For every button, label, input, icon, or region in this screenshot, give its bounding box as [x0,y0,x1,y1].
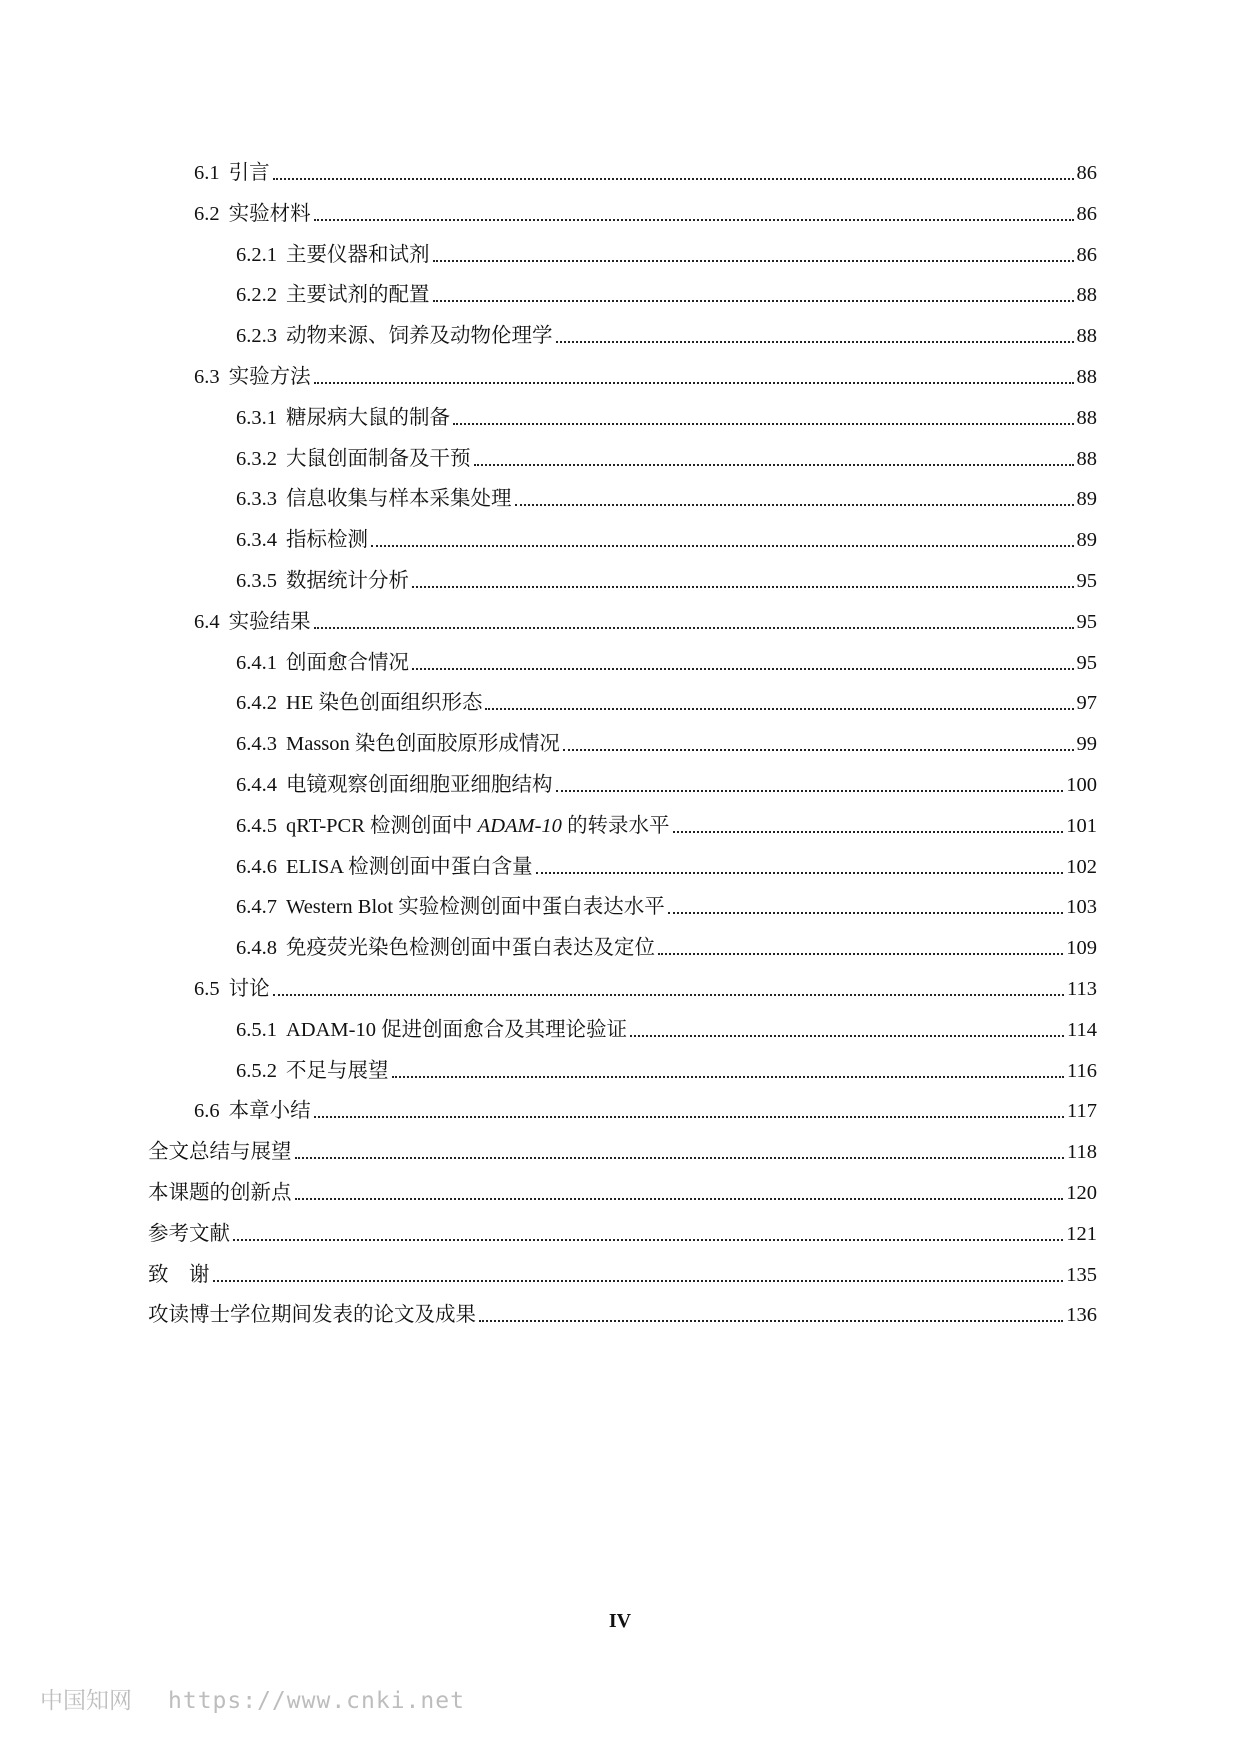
toc-entry-page: 118 [1067,1141,1097,1164]
toc-entry-page: 89 [1076,488,1097,511]
toc-entry-page: 95 [1076,651,1097,674]
toc-entry-label [236,1017,627,1043]
toc-entry-number: 6.5.1 [236,1018,277,1041]
toc-entry-page: 102 [1066,855,1097,878]
toc-dot-leader [485,707,1073,710]
toc-entry-page: 135 [1066,1263,1097,1286]
toc-entry-title: 动物来源、饲养及动物伦理学 [286,325,553,348]
toc-entry-title: 主要仪器和试剂 [286,243,430,266]
toc-entry-title: 引言 [228,162,270,184]
toc-entry-label [236,935,655,961]
toc-entry-number: 6.4.1 [236,651,277,674]
toc-entry-title: 大鼠创面制备及干预 [286,447,471,470]
toc-entry-label [236,446,471,472]
toc-entry[interactable] [236,268,1097,308]
toc-entry-number: 6.3.2 [236,447,277,470]
toc-entry[interactable] [236,1044,1097,1084]
toc-entry[interactable] [148,1288,1097,1328]
toc-entry[interactable] [236,717,1097,757]
toc-entry-label [194,609,311,635]
toc-entry-title: ADAM-10 促进创面愈合及其理论验证 [286,1018,628,1041]
toc-entry-page: 86 [1076,202,1097,225]
toc-entry[interactable] [236,921,1097,961]
toc-dot-leader [213,1279,1064,1282]
toc-entry-title-part: 的转录水平 [561,814,670,837]
toc-dot-leader [295,1197,1064,1200]
toc-entry-page: 88 [1076,447,1097,470]
toc-entry-title: 参考文献 [148,1222,230,1245]
toc-entry[interactable] [236,391,1097,431]
toc-entry-title: 指标检测 [286,529,368,552]
toc-entry-page: 103 [1066,896,1097,919]
toc-entry-page: 99 [1076,733,1097,756]
toc-entry[interactable] [194,146,1097,186]
toc-dot-leader [314,381,1074,384]
toc-entry-label [236,813,670,839]
toc-entry-label [236,527,368,553]
toc-entry[interactable] [148,1125,1097,1165]
toc-entry-number: 6.3.5 [236,570,277,592]
toc-entry[interactable] [236,1003,1097,1043]
toc-entry-number: 6.3.4 [236,529,277,552]
toc-dot-leader [474,463,1074,466]
toc-entry-title: ELISA 检测创面中蛋白含量 [286,855,533,878]
toc-entry-label [236,282,430,308]
toc-dot-leader [630,1034,1064,1037]
toc-entry-page: 97 [1076,692,1097,715]
toc-entry-number: 6.3.3 [236,488,277,511]
toc-dot-leader [314,218,1074,221]
toc-dot-leader [371,544,1074,547]
toc-dot-leader [668,911,1064,914]
toc-entry-title: 实验方法 [228,366,311,388]
toc-entry-number: 6.4 [194,610,220,633]
toc-dot-leader [556,340,1074,343]
toc-entry-label [236,242,430,268]
toc-entry-number: 6.5 [194,978,220,1000]
toc-entry-title: HE 染色创面组织形态 [286,692,483,715]
toc-entry[interactable] [236,554,1097,594]
toc-entry-title: 本课题的创新点 [148,1182,292,1204]
toc-entry-number: 6.4.5 [236,814,277,837]
toc-dot-leader [433,259,1074,262]
toc-entry[interactable] [236,758,1097,798]
toc-entry-label [236,568,409,594]
page-number: IV [608,1610,632,1632]
toc-entry-label [236,405,450,431]
toc-entry[interactable] [236,799,1097,839]
toc-entry-number: 6.2.3 [236,325,277,348]
toc-entry[interactable] [236,432,1097,472]
toc-dot-leader [273,993,1064,996]
toc-dot-leader [673,830,1064,833]
toc-entry-page: 101 [1066,814,1097,837]
toc-entry-label [194,201,311,227]
toc-entry-label [148,1221,230,1247]
toc-entry-title [286,815,670,837]
toc-entry-page: 95 [1076,610,1097,633]
toc-entry-page: 100 [1066,774,1097,796]
toc-entry-page: 113 [1067,978,1097,1000]
toc-dot-leader [412,667,1074,670]
toc-entry-page: 88 [1076,366,1097,388]
toc-entry[interactable] [148,1207,1097,1247]
toc-dot-leader [295,1156,1065,1159]
toc-entry-page: 89 [1076,529,1097,552]
toc-entry[interactable] [236,636,1097,676]
toc-dot-leader [658,952,1063,955]
watermark-brand: 中国知网 [40,1688,132,1714]
toc-entry-label [194,364,311,390]
toc-entry-title: 免疫荧光染色检测创面中蛋白表达及定位 [286,937,655,960]
toc-entry-number: 6.2.1 [236,243,277,266]
toc-dot-leader [392,1075,1065,1078]
toc-entry-title: 数据统计分析 [286,570,409,592]
toc-entry-label [194,976,270,1002]
toc-entry-title: 本章小结 [228,1100,311,1123]
toc-entry-title: 讨论 [228,978,270,1000]
toc-entry-number: 6.4.7 [236,896,277,919]
toc-entry-label [194,160,270,186]
toc-entry-page: 114 [1067,1018,1097,1041]
toc-entry-label [236,690,482,716]
toc-entry-page: 136 [1066,1304,1097,1327]
toc-entry-label [236,1058,389,1084]
toc-entry-title: Masson 染色创面胶原形成情况 [286,733,560,756]
toc-entry-number: 6.3.1 [236,406,277,429]
toc-entry-number: 6.6 [194,1100,220,1123]
toc-entry[interactable] [148,1166,1097,1206]
toc-entry-title-italic: ADAM-10 [477,814,562,837]
toc-entry-page: 88 [1076,284,1097,307]
toc-entry-label [236,854,533,880]
toc-entry[interactable] [236,513,1097,553]
toc-entry-label [236,772,553,798]
toc-entry[interactable] [194,1084,1097,1124]
toc-entry-number: 6.4.3 [236,733,277,756]
toc-entry-page: 95 [1076,570,1097,592]
toc-entry-number: 6.4.4 [236,774,277,796]
toc-entry[interactable] [236,472,1097,512]
toc-entry-title: 信息收集与样本采集处理 [286,488,512,511]
toc-entry-number: 6.5.2 [236,1059,277,1082]
toc-entry-label [236,486,512,512]
toc-entry-number: 6.1 [194,162,220,184]
toc-entry-page: 117 [1067,1100,1097,1123]
toc-dot-leader [556,789,1064,792]
toc-entry-title: 全文总结与展望 [148,1141,292,1164]
toc-entry-title: 创面愈合情况 [286,651,409,674]
toc-entry-number: 6.4.6 [236,855,277,878]
toc-entry[interactable] [236,228,1097,268]
toc-entry-page: 88 [1076,325,1097,348]
toc-dot-leader [273,177,1074,180]
toc-entry[interactable] [236,309,1097,349]
toc-entry-number: 6.3 [194,366,220,388]
toc-entry-label [148,1302,476,1328]
toc-entry-label [236,894,665,920]
toc-entry[interactable] [194,350,1097,390]
toc-entry-page: 116 [1067,1059,1097,1082]
toc-entry[interactable] [194,187,1097,227]
toc-entry-label [236,323,553,349]
toc-entry[interactable] [236,676,1097,716]
toc-entry-number: 6.2 [194,202,220,225]
toc-entry-number: 6.4.2 [236,692,277,715]
cnki-watermark [40,1682,465,1715]
watermark-url: https://www.cnki.net [168,1688,465,1714]
toc-entry-title: 不足与展望 [286,1059,389,1082]
toc-entry-number: 6.2.2 [236,284,277,307]
toc-dot-leader [314,626,1074,629]
toc-dot-leader [536,871,1064,874]
toc-entry-label [236,731,560,757]
toc-entry-label [148,1262,210,1288]
toc-entry-title: 主要试剂的配置 [286,284,430,307]
toc-entry-label [148,1139,292,1165]
toc-dot-leader [453,422,1074,425]
toc-entry-page: 88 [1076,406,1097,429]
toc-dot-leader [479,1319,1063,1322]
toc-dot-leader [412,585,1074,588]
toc-entry[interactable] [148,1248,1097,1288]
toc-entry-page: 109 [1066,937,1097,960]
toc-entry-page: 86 [1076,162,1097,184]
toc-entry[interactable] [236,880,1097,920]
toc-entry[interactable] [236,840,1097,880]
toc-entry-title: 致 谢 [148,1263,210,1286]
toc-entry[interactable] [194,962,1097,1002]
toc-dot-leader [563,748,1074,751]
toc-dot-leader [233,1238,1063,1241]
toc-entry-label [236,650,409,676]
toc-entry-page: 120 [1066,1182,1097,1204]
toc-entry-page: 86 [1076,243,1097,266]
toc-dot-leader [314,1115,1064,1118]
toc-entry-page: 121 [1066,1222,1097,1245]
toc-entry-title: 糖尿病大鼠的制备 [286,406,450,429]
toc-entry-label [194,1098,311,1124]
toc-entry-number: 6.4.8 [236,937,277,960]
toc-entry-title: 攻读博士学位期间发表的论文及成果 [148,1304,476,1327]
toc-entry-title: 电镜观察创面细胞亚细胞结构 [286,774,553,796]
toc-entry-title: 实验结果 [228,610,311,633]
toc-entry[interactable] [194,595,1097,635]
toc-entry-title: 实验材料 [228,202,311,225]
toc-entry-label [148,1180,292,1206]
toc-dot-leader [433,299,1074,302]
toc-dot-leader [515,503,1074,506]
toc-entry-title-part: qRT-PCR 检测创面中 [286,814,478,837]
toc-entry-title: Western Blot 实验检测创面中蛋白表达水平 [286,896,665,919]
